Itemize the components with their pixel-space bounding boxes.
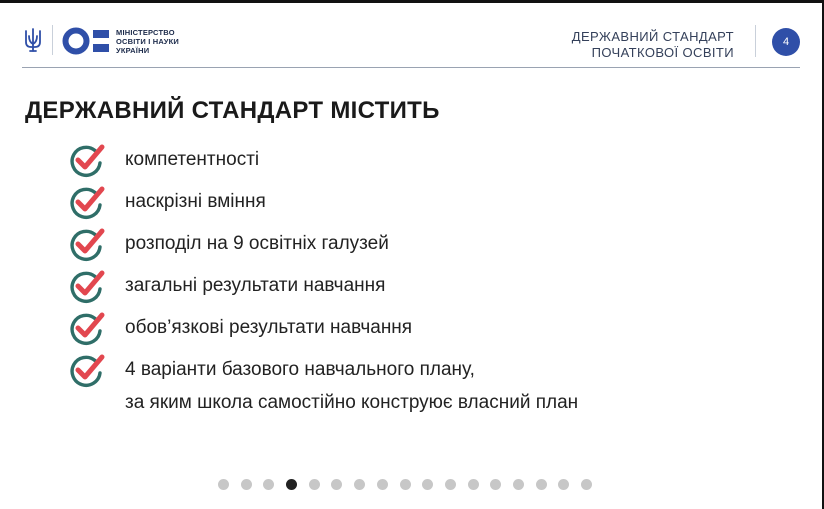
ministry-name-line: УКРАЇНИ <box>116 46 150 55</box>
trident-icon <box>24 27 42 53</box>
pagination-dot[interactable] <box>241 479 252 490</box>
page-number-badge: 4 <box>772 28 800 56</box>
content-checklist <box>68 141 578 411</box>
checklist-item-line: 4 варіанти базового навчального плану, <box>125 359 475 380</box>
checklist-item <box>68 141 578 183</box>
standard-title-line: ПОЧАТКОВОЇ ОСВІТИ <box>591 45 734 60</box>
checklist-item <box>68 183 578 225</box>
pagination-dot[interactable] <box>331 479 342 490</box>
slide <box>0 3 822 509</box>
pagination-dot[interactable] <box>445 479 456 490</box>
pagination-dot[interactable] <box>490 479 501 490</box>
checkmark-circle-icon <box>68 310 106 346</box>
pagination-dot[interactable] <box>309 479 320 490</box>
pagination-dot[interactable] <box>377 479 388 490</box>
logo-divider <box>52 25 53 55</box>
checklist-item <box>68 225 578 267</box>
checklist-item-line: розподіл на 9 освітніх галузей <box>125 233 389 254</box>
standard-title-line: ДЕРЖАВНИЙ СТАНДАРТ <box>571 29 734 44</box>
pagination-dot[interactable] <box>558 479 569 490</box>
checklist-item-line: обов’язкові результати навчання <box>125 317 413 338</box>
header-divider <box>755 25 756 57</box>
checklist-item-line: за яким школа самостійно конструює власний план <box>125 392 579 413</box>
checkmark-circle-icon <box>68 142 106 178</box>
ministry-logo-icon <box>62 27 110 55</box>
pagination-dot[interactable] <box>218 479 229 490</box>
ministry-name-line: ОСВІТИ І НАУКИ <box>116 37 179 46</box>
checklist-item-text <box>125 267 578 297</box>
checklist-item-text <box>125 351 578 414</box>
pagination-dot[interactable] <box>422 479 433 490</box>
checklist-item <box>68 267 578 309</box>
checklist-item-line: наскрізні вміння <box>125 191 266 212</box>
slide-title: ДЕРЖАВНИЙ СТАНДАРТ МІСТИТЬ <box>25 97 440 124</box>
checkmark-circle-icon <box>68 184 106 220</box>
checklist-item <box>68 351 578 411</box>
checklist-item <box>68 309 578 351</box>
checklist-item-text <box>125 183 578 213</box>
pagination-dot[interactable] <box>263 479 274 490</box>
pagination-dot[interactable] <box>468 479 479 490</box>
checkmark-circle-icon <box>68 226 106 262</box>
checklist-item-text <box>125 141 578 171</box>
checklist-item-text <box>125 309 578 339</box>
pagination-dot[interactable] <box>400 479 411 490</box>
slide-pagination <box>218 479 592 491</box>
standard-title <box>572 29 734 61</box>
pagination-dot[interactable] <box>354 479 365 490</box>
pagination-dot-active[interactable] <box>286 479 297 490</box>
pagination-dot[interactable] <box>581 479 592 490</box>
ministry-name <box>116 28 179 55</box>
checklist-item-line: компетентності <box>125 149 260 170</box>
ministry-name-line: МІНІСТЕРСТВО <box>116 28 175 37</box>
checkmark-circle-icon <box>68 268 106 304</box>
slide-header <box>22 3 800 68</box>
pagination-dot[interactable] <box>536 479 547 490</box>
checkmark-circle-icon <box>68 352 106 388</box>
checklist-item-line: загальні результати навчання <box>125 275 386 296</box>
checklist-item-text <box>125 225 578 255</box>
pagination-dot[interactable] <box>513 479 524 490</box>
